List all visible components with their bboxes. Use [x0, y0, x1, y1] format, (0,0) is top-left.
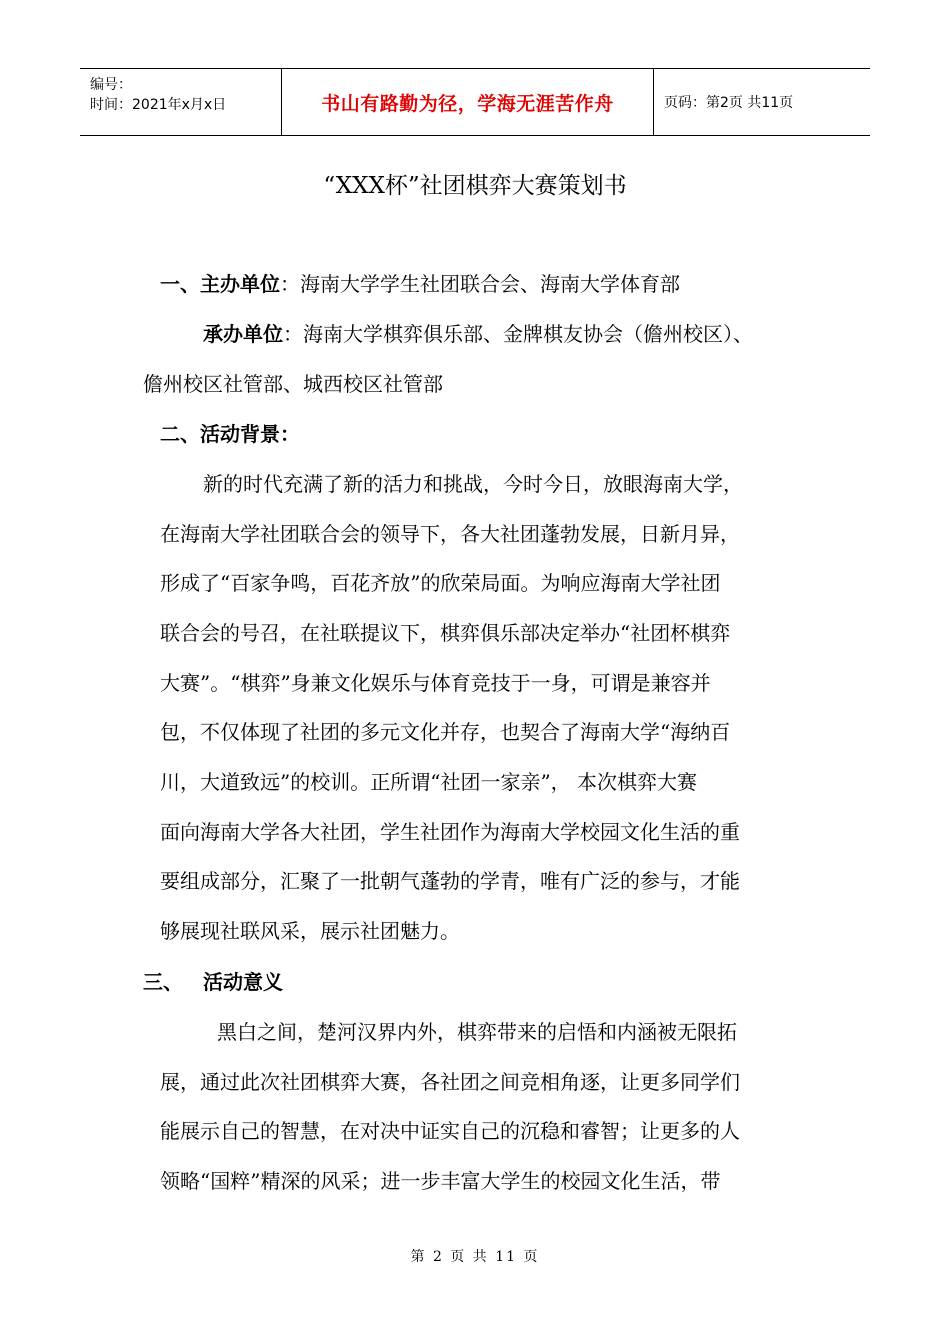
co-organizer-text-1: ：海南大学棋弈俱乐部、金牌棋友协会（儋州校区）、	[283, 322, 753, 346]
organizer-text: ：海南大学学生社团联合会、海南大学体育部	[280, 272, 680, 296]
header-meta	[80, 69, 281, 135]
background-paragraph-line: 大赛”。“棋弈”身兼文化娱乐与体育竞技于一身，可谓是兼容并	[160, 671, 711, 695]
header-page-info: 页码：第2页 共11页	[664, 95, 794, 111]
significance-paragraph-line: 展，通过此次社团棋弈大赛，各社团之间竞相角逐，让更多同学们	[160, 1070, 740, 1094]
co-organizer-label: 承办单位	[203, 322, 283, 346]
significance-paragraph-line: 黑白之间，楚河汉界内外，棋弈带来的启悟和内涵被无限拓	[217, 1020, 737, 1044]
page-footer: 第 2 页 共 11 页	[410, 1249, 540, 1265]
background-paragraph-line: 形成了“百家争鸣，百花齐放”的欣荣局面。为响应海南大学社团	[160, 571, 721, 595]
time-label: 时间：2021年x月x日	[90, 97, 227, 113]
background-paragraph-line: 面向海南大学各大社团，学生社团作为海南大学校园文化生活的重	[160, 820, 740, 844]
background-heading: 二、活动背景：	[160, 422, 300, 446]
background-paragraph-line: 够展现社联风采，展示社团魅力。	[160, 919, 460, 943]
background-paragraph-line: 要组成部分，汇聚了一批朝气蓬勃的学青，唯有广泛的参与，才能	[160, 869, 740, 893]
organizer-label: 一、主办单位	[160, 272, 280, 296]
significance-paragraph-line: 能展示自己的智慧，在对决中证实自己的沉稳和睿智；让更多的人	[160, 1119, 740, 1143]
background-paragraph-line: 联合会的号召，在社联提议下，棋弈俱乐部决定举办“社团杯棋弈	[160, 621, 731, 645]
significance-number: 三、	[143, 970, 183, 994]
number-label: 编号：	[90, 77, 132, 93]
document-title: “XXX杯”社团棋弈大赛策划书	[323, 173, 627, 199]
significance-heading: 活动意义	[203, 970, 283, 994]
background-paragraph-line: 包，不仅体现了社团的多元文化并存，也契合了海南大学“海纳百	[160, 720, 731, 744]
background-paragraph-line: 川，大道致远”的校训。正所谓“社团一家亲”， 本次棋弈大赛	[160, 770, 698, 794]
document-header	[80, 68, 870, 136]
co-organizer-line-2: 儋州校区社管部、城西校区社管部	[143, 372, 443, 396]
background-paragraph-line: 新的时代充满了新的活力和挑战，今时今日，放眼海南大学，	[203, 472, 743, 496]
background-paragraph-line: 在海南大学社团联合会的领导下，各大社团蓬勃发展，日新月异，	[160, 522, 740, 546]
significance-paragraph-line: 领略“国粹”精深的风采；进一步丰富大学生的校园文化生活，带	[160, 1169, 721, 1193]
organizer-line	[160, 270, 680, 298]
header-motto: 书山有路勤为径，学海无涯苦作舟	[281, 69, 654, 135]
co-organizer-line-1	[203, 320, 753, 348]
